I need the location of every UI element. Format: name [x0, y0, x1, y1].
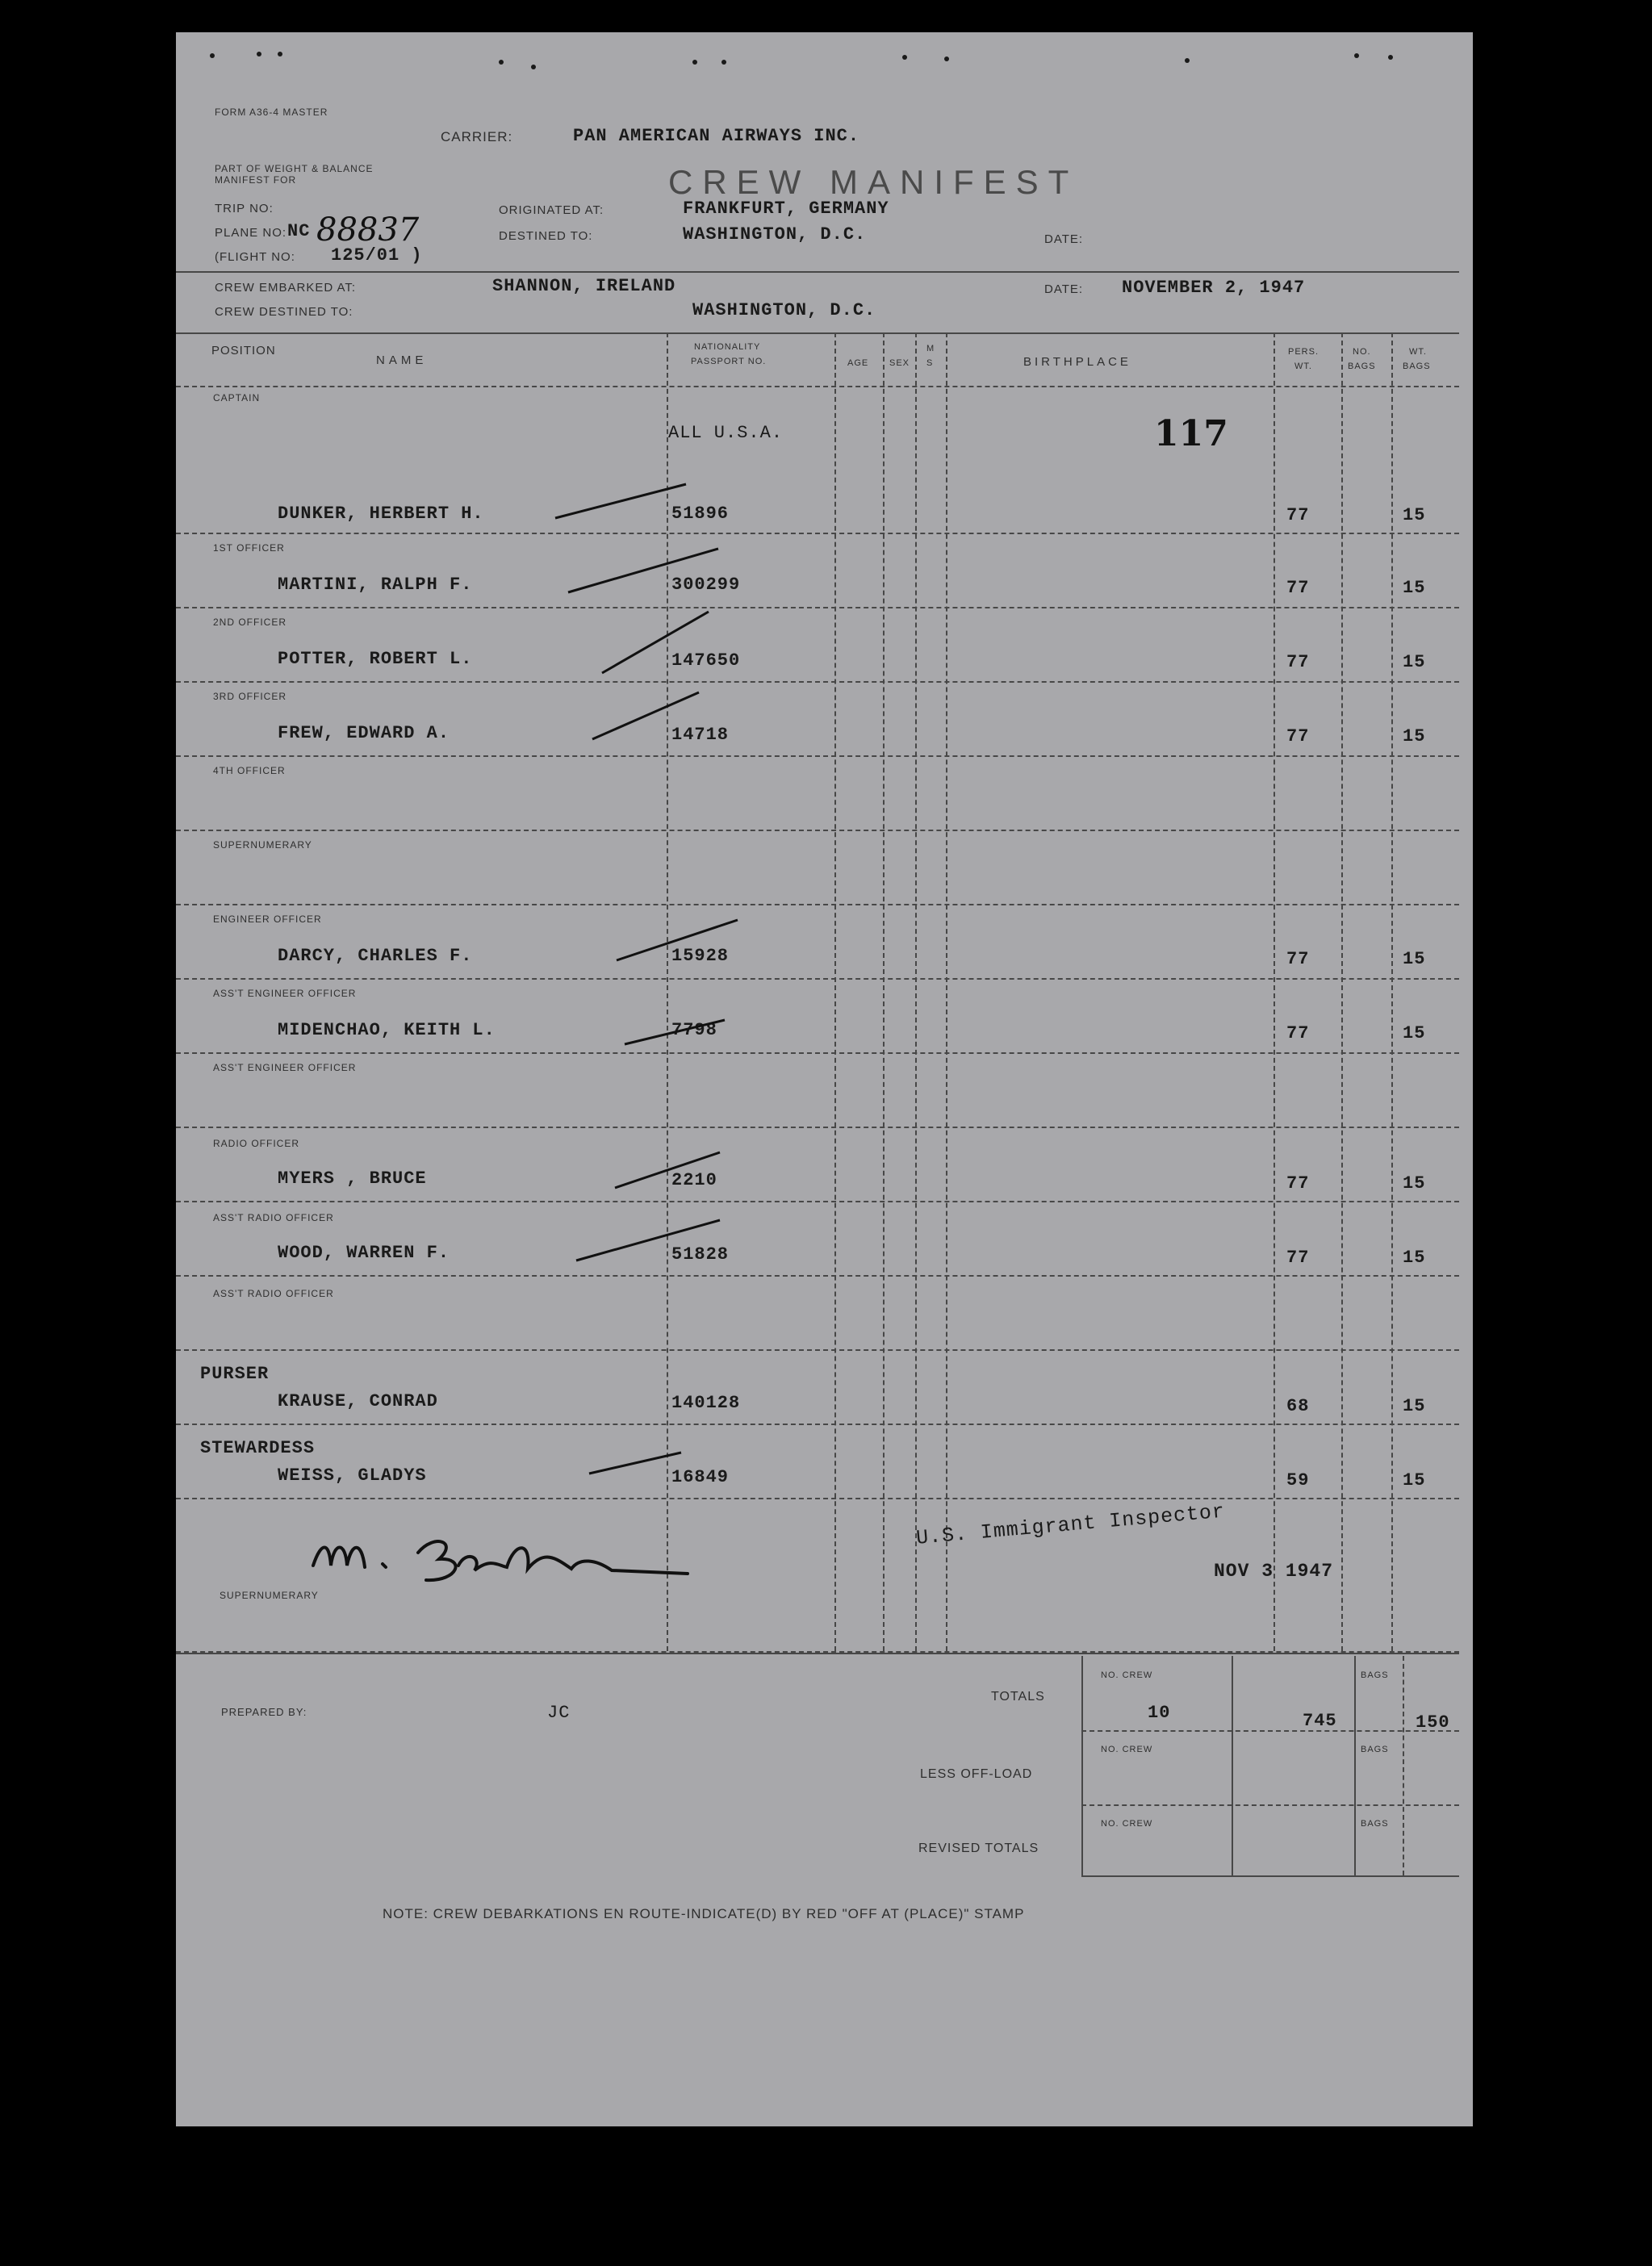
no-crew-label: NO. CREW — [1101, 1745, 1153, 1754]
totals-top-rule — [176, 1653, 1459, 1654]
revised-totals-label: REVISED TOTALS — [918, 1842, 1039, 1855]
row-passport: 300299 — [671, 575, 741, 595]
check-mark — [568, 549, 718, 592]
totals-label: TOTALS — [991, 1690, 1045, 1704]
flight-no-value: 125/01 ) — [331, 245, 423, 265]
row-position: SUPERNUMERARY — [220, 1590, 319, 1601]
row-name: WEISS, GLADYS — [278, 1465, 427, 1486]
row-position: ASS'T ENGINEER OFFICER — [213, 988, 357, 999]
date-label: DATE: — [1044, 232, 1084, 246]
form-number: FORM A36-4 MASTER — [215, 107, 328, 118]
row-name: MYERS , BRUCE — [278, 1169, 427, 1189]
header-ms-1: M — [926, 344, 935, 353]
header-sex: SEX — [889, 358, 910, 368]
bags-label: BAGS — [1361, 1819, 1389, 1829]
row-position: RADIO OFFICER — [213, 1138, 300, 1149]
nationality-note: ALL U.S.A. — [668, 423, 784, 443]
row-position: 3RD OFFICER — [213, 691, 287, 702]
header-wt-bags-1: WT. — [1409, 347, 1427, 357]
header-wt-bags-2: BAGS — [1403, 362, 1431, 371]
row-name: WOOD, WARREN F. — [278, 1243, 450, 1263]
originated-value: FRANKFURT, GERMANY — [683, 199, 889, 219]
date2-label: DATE: — [1044, 282, 1084, 296]
header-name: NAME — [376, 353, 428, 367]
plane-no-handwritten: 88837 — [316, 211, 420, 249]
inspector-stamp: U.S. Immigrant Inspector — [915, 1499, 1227, 1550]
row-pers-wt: 68 — [1286, 1396, 1310, 1416]
row-position: SUPERNUMERARY — [213, 839, 312, 851]
part-of-label-2: MANIFEST FOR — [215, 174, 297, 186]
check-mark — [592, 692, 699, 739]
plane-no-typed: NC — [287, 221, 311, 241]
check-mark — [617, 920, 738, 960]
row-position: ASS'T ENGINEER OFFICER — [213, 1062, 357, 1073]
page-number: 117 — [1154, 413, 1228, 454]
row-name: FREW, EDWARD A. — [278, 723, 450, 743]
row-position: 2ND OFFICER — [213, 617, 287, 628]
bags-label: BAGS — [1361, 1670, 1389, 1680]
row-wt-bags: 15 — [1403, 1173, 1426, 1194]
row-name: DUNKER, HERBERT H. — [278, 504, 484, 524]
row-passport: 15928 — [671, 946, 730, 966]
no-crew-label: NO. CREW — [1101, 1670, 1153, 1680]
total-crew: 10 — [1148, 1703, 1171, 1723]
row-name: KRAUSE, CONRAD — [278, 1391, 438, 1411]
header-no-bags-1: NO. — [1353, 347, 1371, 357]
header-birthplace: BIRTHPLACE — [1023, 355, 1131, 369]
destined-value: WASHINGTON, D.C. — [683, 224, 867, 245]
totals-box-left — [1081, 1656, 1083, 1875]
header-position: POSITION — [211, 344, 276, 357]
row-position: ASS'T RADIO OFFICER — [213, 1212, 334, 1223]
row-pers-wt: 77 — [1286, 505, 1310, 525]
carrier-value: PAN AMERICAN AIRWAYS INC. — [573, 126, 860, 146]
row-pers-wt: 59 — [1286, 1470, 1310, 1490]
check-mark — [555, 484, 686, 518]
row-wt-bags: 15 — [1403, 726, 1426, 746]
header-ms-2: S — [926, 358, 934, 368]
row-position: ASS'T RADIO OFFICER — [213, 1288, 334, 1299]
row-wt-bags: 15 — [1403, 1396, 1426, 1416]
carrier-label: CARRIER: — [441, 129, 513, 144]
stamp-date: NOV 3 1947 — [1214, 1561, 1334, 1582]
row-wt-bags: 15 — [1403, 578, 1426, 598]
footer-note: NOTE: CREW DEBARKATIONS EN ROUTE-INDICATE(D) BY RED "OFF AT (PLACE)" STAMP — [383, 1906, 1025, 1921]
totals-row-divider — [1081, 1804, 1459, 1806]
row-passport: 2210 — [671, 1170, 717, 1190]
row-wt-bags: 15 — [1403, 949, 1426, 969]
row-passport: 147650 — [671, 650, 741, 671]
header-nationality-1: NATIONALITY — [694, 342, 761, 352]
row-name: DARCY, CHARLES F. — [278, 946, 473, 966]
row-passport: 14718 — [671, 725, 730, 745]
crew-embarked-label: CREW EMBARKED AT: — [215, 281, 357, 295]
row-pers-wt: 77 — [1286, 1248, 1310, 1268]
row-passport: 51828 — [671, 1244, 730, 1265]
header-nationality-2: PASSPORT NO. — [691, 357, 767, 366]
row-wt-bags: 15 — [1403, 505, 1426, 525]
total-bags: 150 — [1416, 1712, 1450, 1733]
totals-box-mid — [1232, 1656, 1233, 1875]
check-mark — [576, 1220, 720, 1261]
row-position: ENGINEER OFFICER — [213, 914, 322, 925]
bags-label: BAGS — [1361, 1745, 1389, 1754]
date2-value: NOVEMBER 2, 1947 — [1122, 278, 1306, 298]
row-pers-wt: 77 — [1286, 652, 1310, 672]
manifest-sheet — [176, 32, 1473, 2126]
flight-no-label: (FLIGHT NO: — [215, 250, 295, 264]
crew-destined-label: CREW DESTINED TO: — [215, 305, 353, 319]
crew-destined-value: WASHINGTON, D.C. — [692, 300, 876, 320]
check-mark — [589, 1453, 681, 1474]
row-position: CAPTAIN — [213, 392, 261, 403]
totals-row-divider — [1081, 1730, 1459, 1732]
header-pers-wt-2: WT. — [1294, 362, 1312, 371]
row-passport: 140128 — [671, 1393, 741, 1413]
total-weight: 745 — [1303, 1711, 1337, 1731]
check-mark — [615, 1152, 720, 1188]
totals-bottom-rule — [1081, 1875, 1459, 1877]
row-pers-wt: 77 — [1286, 578, 1310, 598]
originated-label: ORIGINATED AT: — [499, 203, 604, 217]
plane-no-label: PLANE NO: — [215, 226, 287, 240]
row-position: STEWARDESS — [200, 1438, 316, 1458]
row-name: MARTINI, RALPH F. — [278, 575, 473, 595]
row-position: 4TH OFFICER — [213, 765, 286, 776]
row-passport: 51896 — [671, 504, 730, 524]
row-name: POTTER, ROBERT L. — [278, 649, 473, 669]
row-pers-wt: 77 — [1286, 726, 1310, 746]
check-mark — [625, 1020, 725, 1044]
header-no-bags-2: BAGS — [1348, 362, 1376, 371]
prepared-by-label: PREPARED BY: — [221, 1706, 307, 1718]
row-name: MIDENCHAO, KEITH L. — [278, 1020, 496, 1040]
row-pers-wt: 77 — [1286, 1173, 1310, 1194]
row-passport: 16849 — [671, 1467, 730, 1487]
row-wt-bags: 15 — [1403, 1470, 1426, 1490]
crew-embarked-value: SHANNON, IRELAND — [492, 276, 676, 296]
destined-label: DESTINED TO: — [499, 229, 593, 243]
page-title: CREW MANIFEST — [668, 163, 1079, 201]
totals-box-right — [1403, 1656, 1404, 1875]
row-position: 1ST OFFICER — [213, 542, 285, 554]
row-position: PURSER — [200, 1364, 270, 1384]
totals-box-bags — [1354, 1656, 1356, 1875]
no-crew-label: NO. CREW — [1101, 1819, 1153, 1829]
trip-no-label: TRIP NO: — [215, 202, 274, 215]
header-pers-wt-1: PERS. — [1288, 347, 1320, 357]
header-age: AGE — [847, 358, 869, 368]
check-mark — [602, 612, 709, 673]
row-wt-bags: 15 — [1403, 1023, 1426, 1043]
less-offload-label: LESS OFF-LOAD — [920, 1767, 1033, 1781]
row-passport: 7798 — [671, 1020, 717, 1040]
row-pers-wt: 77 — [1286, 949, 1310, 969]
row-pers-wt: 77 — [1286, 1023, 1310, 1043]
row-wt-bags: 15 — [1403, 652, 1426, 672]
inspector-signature — [305, 1517, 709, 1606]
check-marks — [176, 32, 1473, 1727]
part-of-label-1: PART OF WEIGHT & BALANCE — [215, 163, 374, 174]
row-wt-bags: 15 — [1403, 1248, 1426, 1268]
prepared-by-value: JC — [547, 1703, 571, 1723]
